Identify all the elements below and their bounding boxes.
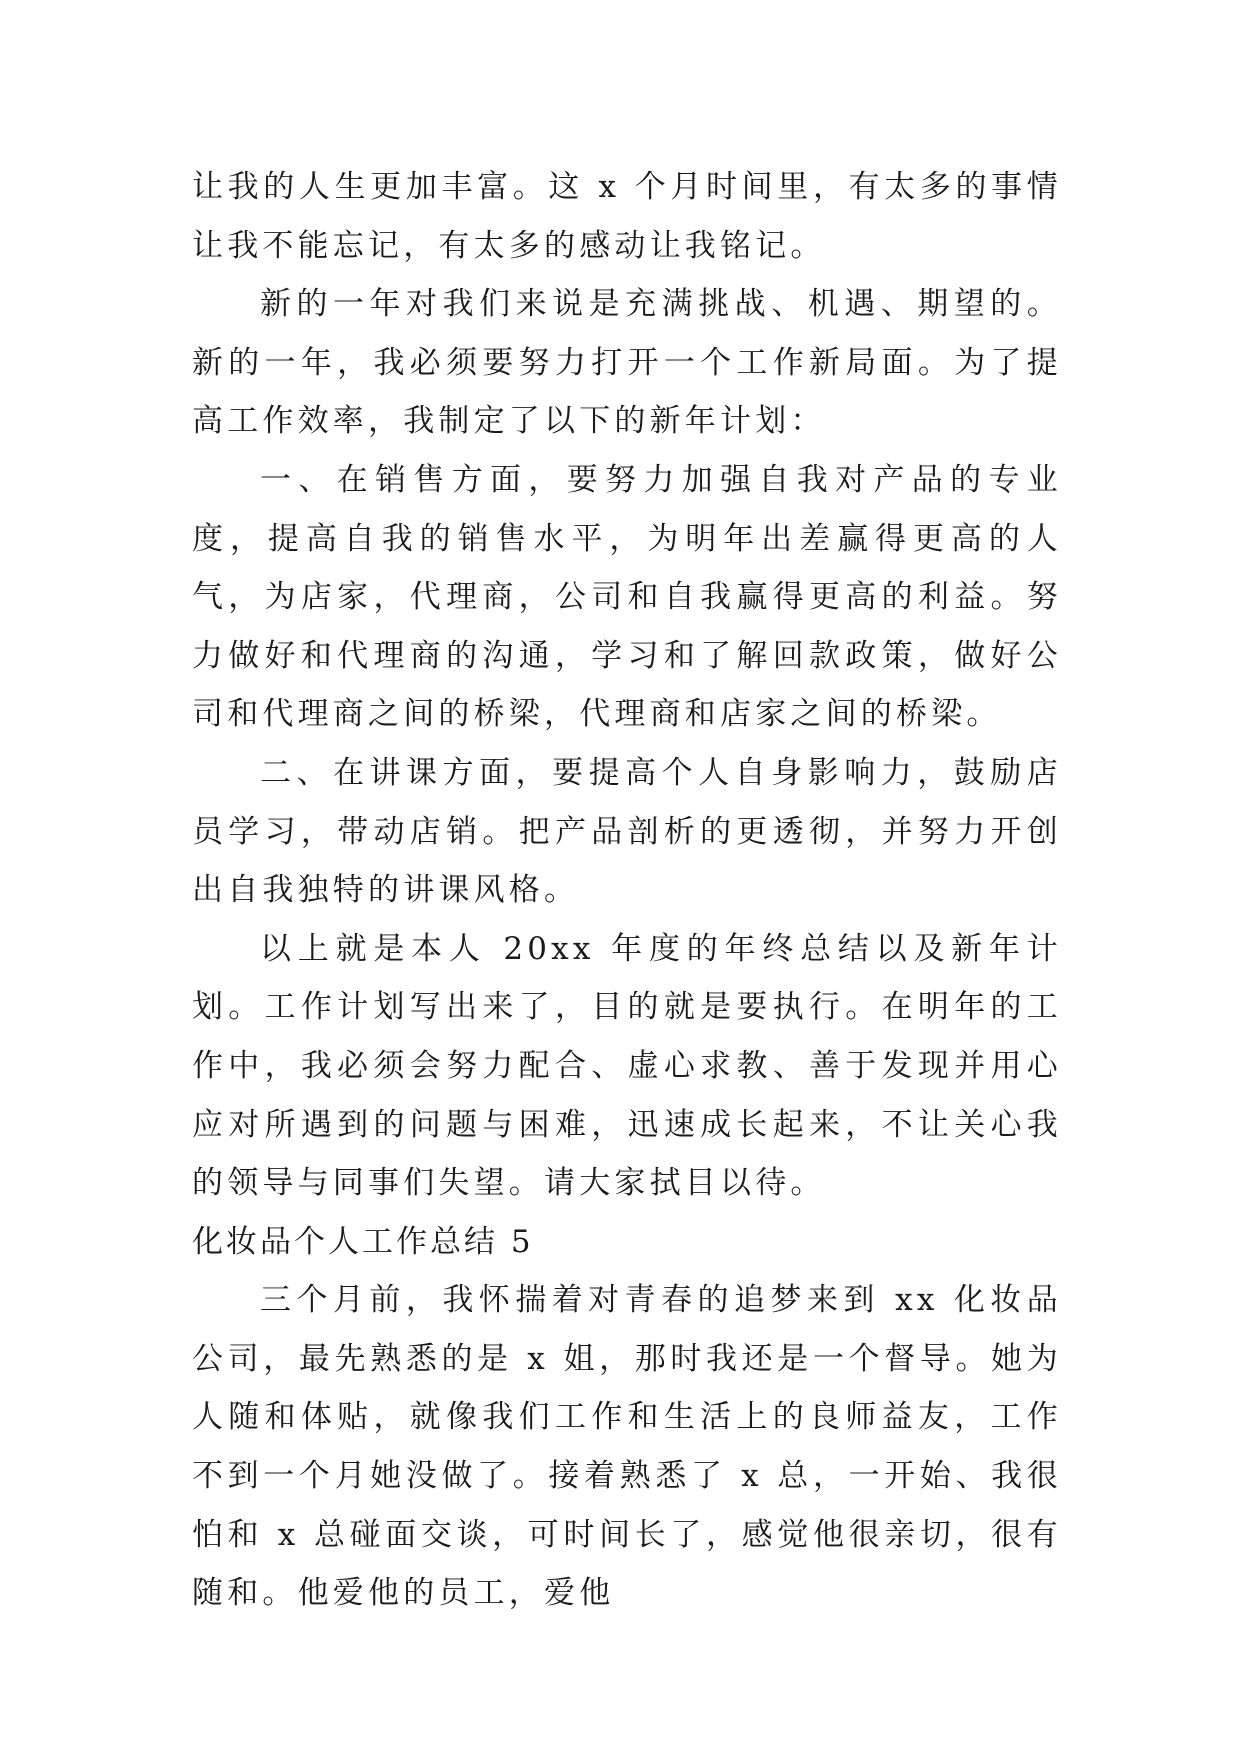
paragraph-lecture-plan: 二、在讲课方面，要提高个人自身影响力，鼓励店员学习，带动店销。把产品剖析的更透彻，并努力开创出自我独特的讲课风格。 bbox=[192, 754, 1062, 909]
section-heading: 化妆品个人工作总结 5 bbox=[192, 1223, 534, 1260]
paragraph-new-year-plan: 新的一年对我们来说是充满挑战、机遇、期望的。新的一年，我必须要努力打开一个工作新局面。为了提高工作效率，我制定了以下的新年计划： bbox=[192, 286, 1062, 440]
paragraph-sales-plan: 一、在销售方面，要努力加强自我对产品的专业度，提高自我的销售水平，为明年出差赢得更高的人气，为店家，代理商，公司和自我赢得更高的利益。努力做好和代理商的沟通，学习和了解回款政策，做好公司和代理商之间的桥梁，代理商和店家之间的桥梁。 bbox=[192, 461, 1062, 733]
paragraph-closing: 以上就是本人 20xx 年度的年终总结以及新年计划。工作计划写出来了，目的就是要执行。在明年的工作中，我必须会努力配合、虚心求教、善于发现并用心应对所遇到的问题与困难，迅速成长起来，不让关心我的领导与同事们失望。请大家拭目以待。 bbox=[192, 930, 1062, 1202]
paragraph-summary-5: 三个月前，我怀揣着对青春的追梦来到 xx 化妆品公司，最先熟悉的是 x 姐，那时我还是一个督导。她为人随和体贴，就像我们工作和生活上的良师益友，工作不到一个月她没做了。接着熟悉了 x 总，一开始、我很怕和 x 总碰面交谈，可时间长了，感觉他很亲切，很有随和。他爱他的员工，爱他 bbox=[192, 1282, 1062, 1612]
paragraph-intro-continuation: 让我的人生更加丰富。这 x 个月时间里，有太多的事情让我不能忘记，有太多的感动让我铭记。 bbox=[192, 169, 1062, 264]
document-body bbox=[192, 158, 1062, 1623]
